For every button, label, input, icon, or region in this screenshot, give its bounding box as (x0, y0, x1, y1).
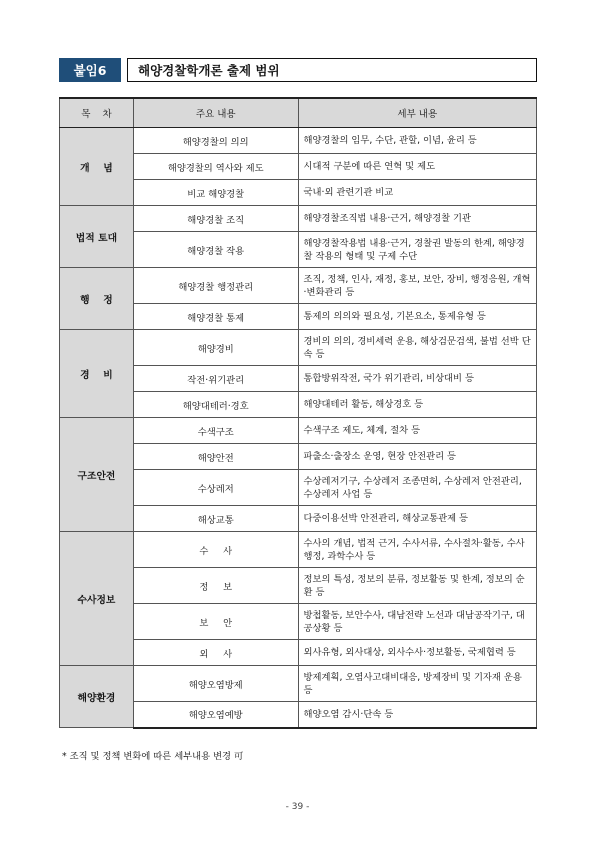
main-content-cell: 해양경찰 행정관리 (133, 268, 298, 304)
category-cell: 수사정보 (60, 532, 134, 666)
table-row (60, 532, 537, 568)
detail-cell: 외사유형, 외사대상, 외사수사·정보활동, 국제협력 등 (298, 640, 536, 666)
detail-cell: 경비의 의의, 경비세력 운용, 해상검문검색, 불법 선박 단속 등 (298, 330, 536, 366)
detail-cell: 파출소·출장소 운영, 현장 안전관리 등 (298, 444, 536, 470)
detail-cell: 통합방위작전, 국가 위기관리, 비상대비 등 (298, 366, 536, 392)
page-title: 해양경찰학개론 출제 범위 (127, 58, 537, 82)
footnote: * 조직 및 정책 변화에 따른 세부내용 변경 可 (62, 751, 244, 762)
detail-cell: 다중이용선박 안전관리, 해상교통관제 등 (298, 506, 536, 532)
detail-cell: 통제의 의의와 필요성, 기본요소, 통제유형 등 (298, 304, 536, 330)
detail-cell: 해양경찰작용법 내용·근거, 경찰권 발동의 한계, 해양경찰 작용의 형태 및 구제 수단 (298, 232, 536, 268)
table-row (60, 128, 537, 154)
category-cell: 해양환경 (60, 666, 134, 728)
exam-scope-table (59, 97, 537, 729)
detail-cell: 정보의 특성, 정보의 분류, 정보활동 및 한계, 정보의 순환 등 (298, 568, 536, 604)
table-row (60, 330, 537, 366)
header-category: 목 차 (60, 98, 134, 128)
main-content-cell: 해양오염예방 (133, 702, 298, 728)
main-content-cell: 작전·위기관리 (133, 366, 298, 392)
main-content-cell: 해상교통 (133, 506, 298, 532)
main-content-cell: 비교 해양경찰 (133, 180, 298, 206)
main-content-cell: 외 사 (133, 640, 298, 666)
main-content-cell: 수 사 (133, 532, 298, 568)
table-row (60, 206, 537, 232)
detail-cell: 수사의 개념, 법적 근거, 수사서류, 수사절차·활동, 수사행정, 과학수사 등 (298, 532, 536, 568)
main-content-cell: 해양경찰 조직 (133, 206, 298, 232)
category-cell: 경 비 (60, 330, 134, 418)
main-content-cell: 수색구조 (133, 418, 298, 444)
detail-cell: 방첩활동, 보안수사, 대남전략 노선과 대남공작기구, 대공상황 등 (298, 604, 536, 640)
detail-cell: 해양오염 감시·단속 등 (298, 702, 536, 728)
header-main-content: 주요 내용 (133, 98, 298, 128)
main-content-cell: 해양경찰 작용 (133, 232, 298, 268)
main-content-cell: 해양경찰의 의의 (133, 128, 298, 154)
table-header-row (60, 98, 537, 128)
detail-cell: 국내·외 관련기관 비교 (298, 180, 536, 206)
main-content-cell: 정 보 (133, 568, 298, 604)
detail-cell: 해양경찰조직법 내용·근거, 해양경찰 기관 (298, 206, 536, 232)
detail-cell: 시대적 구분에 따른 연혁 및 제도 (298, 154, 536, 180)
main-content-cell: 수상레저 (133, 470, 298, 506)
detail-cell: 방제계획, 오염사고대비대응, 방제장비 및 기자재 운용 등 (298, 666, 536, 702)
category-cell: 행 정 (60, 268, 134, 330)
detail-cell: 수상레저기구, 수상레저 조종면허, 수상레저 안전관리, 수상레저 사업 등 (298, 470, 536, 506)
page-number: - 39 - (285, 802, 310, 812)
category-cell: 법적 토대 (60, 206, 134, 268)
table-row (60, 418, 537, 444)
detail-cell: 수색구조 제도, 체계, 절차 등 (298, 418, 536, 444)
main-content-cell: 해양안전 (133, 444, 298, 470)
main-content-cell: 해양경찰 통제 (133, 304, 298, 330)
appendix-tag: 붙임6 (59, 58, 121, 82)
header-detail-content: 세부 내용 (298, 98, 536, 128)
detail-cell: 조직, 정책, 인사, 재정, 홍보, 보안, 장비, 행정응원, 개혁·변화관리 등 (298, 268, 536, 304)
table-row (60, 268, 537, 304)
main-content-cell: 해양오염방제 (133, 666, 298, 702)
category-cell: 개 념 (60, 128, 134, 206)
detail-cell: 해양대테러 활동, 해상경호 등 (298, 392, 536, 418)
main-content-cell: 해양대테러·경호 (133, 392, 298, 418)
appendix-header (59, 58, 537, 82)
main-content-cell: 해양경비 (133, 330, 298, 366)
main-content-cell: 보 안 (133, 604, 298, 640)
category-cell: 구조안전 (60, 418, 134, 532)
detail-cell: 해양경찰의 임무, 수단, 관할, 이념, 윤리 등 (298, 128, 536, 154)
main-content-cell: 해양경찰의 역사와 제도 (133, 154, 298, 180)
table-row (60, 666, 537, 702)
